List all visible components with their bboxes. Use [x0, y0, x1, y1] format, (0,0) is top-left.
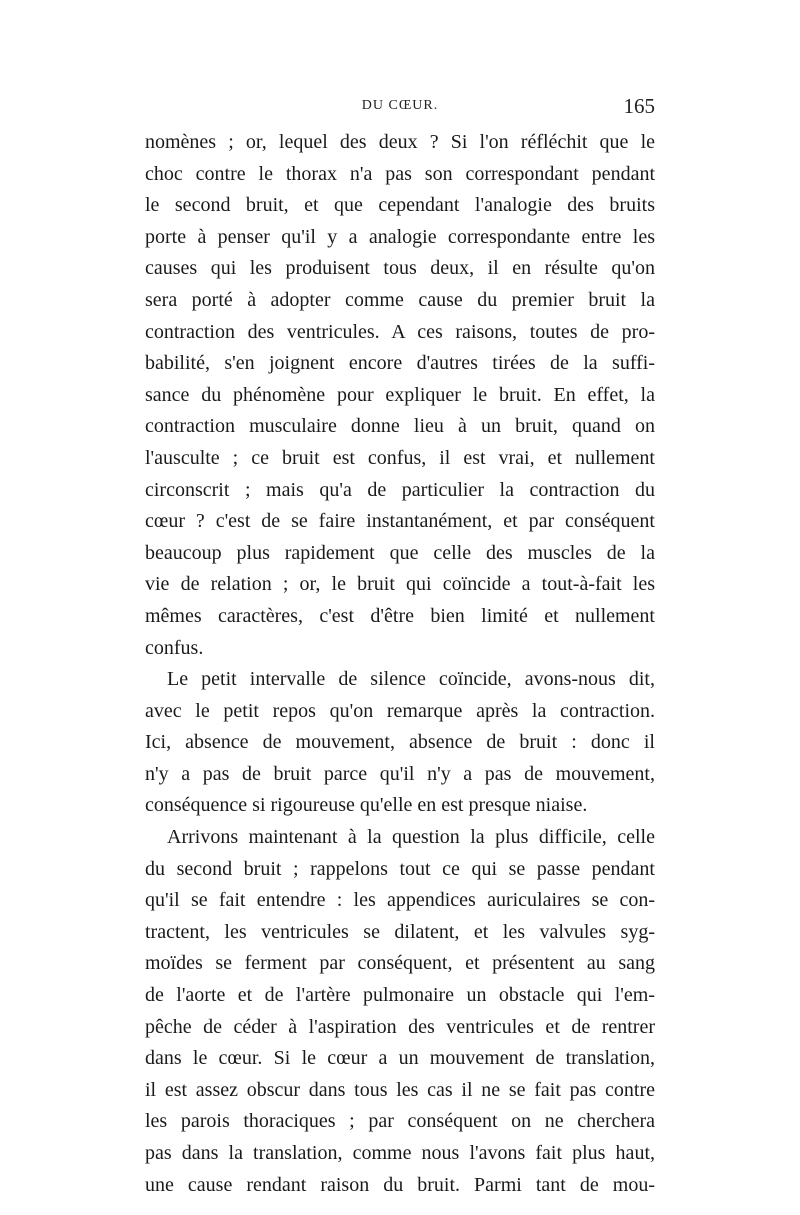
text-line: moïdes se ferment par conséquent, et présentent au sang [145, 952, 655, 975]
text-line: sance du phénomène pour expliquer le bruit. En effet, la [145, 383, 655, 406]
text-line: babilité, s'en joignent encore d'autres tirées de la suffi- [145, 352, 655, 375]
text-line: mêmes caractères, c'est d'être bien limité et nullement [145, 604, 655, 627]
body-text [145, 127, 655, 1201]
text-line: porte à penser qu'il y a analogie correspondante entre les [145, 225, 655, 248]
text-line: qu'il se fait entendre : les appendices auriculaires se con- [145, 889, 655, 912]
text-line: vie de relation ; or, le bruit qui coïncide a tout-à-fait les [145, 573, 655, 596]
paragraph-end-line: confus. [145, 636, 204, 659]
running-title: DU CŒUR. [361, 98, 439, 113]
text-line: n'y a pas de bruit parce qu'il n'y a pas de mouvement, [145, 762, 655, 785]
text-line: il est assez obscur dans tous les cas il ne se fait pas contre [145, 1078, 655, 1101]
text-line: contraction des ventricules. A ces raisons, toutes de pro- [145, 320, 655, 343]
text-line: pas dans la translation, comme nous l'avons fait plus haut, [145, 1142, 655, 1164]
text-line: du second bruit ; rappelons tout ce qui se passe pendant [145, 857, 655, 880]
text-line: causes qui les produisent tous deux, il en résulte qu'on [145, 257, 655, 280]
text-line: une cause rendant raison du bruit. Parmi tant de mou- [145, 1173, 655, 1196]
text-line: nomènes ; or, lequel des deux ? Si l'on réfléchit que le [145, 131, 655, 153]
text-line: Ici, absence de mouvement, absence de bruit : donc il [145, 731, 655, 754]
paragraph-first-line: Le petit intervalle de silence coïncide, avons-nous dit, [167, 668, 655, 691]
text-line: beaucoup plus rapidement que celle des muscles de la [145, 541, 655, 564]
text-line: les parois thoraciques ; par conséquent on ne cherchera [145, 1110, 655, 1133]
text-line: tractent, les ventricules se dilatent, et les valvules syg- [145, 920, 655, 943]
text-line: choc contre le thorax n'a pas son correspondant pendant [145, 162, 655, 185]
text-line: pêche de céder à l'aspiration des ventricules et de rentrer [145, 1015, 655, 1038]
paragraph-end-line: conséquence si rigoureuse qu'elle en est presque niaise. [145, 794, 588, 817]
text-line: l'ausculte ; ce bruit est confus, il est vrai, et nullement [145, 446, 655, 469]
text-line: avec le petit repos qu'on remarque après la contraction. [145, 699, 655, 722]
text-line: circonscrit ; mais qu'a de particulier la contraction du [145, 478, 655, 501]
text-line: dans le cœur. Si le cœur a un mouvement de translation, [145, 1047, 655, 1070]
running-head [145, 94, 655, 122]
text-line: le second bruit, et que cependant l'analogie des bruits [145, 194, 655, 217]
text-line: sera porté à adopter comme cause du premier bruit la [145, 288, 655, 311]
text-line: de l'aorte et de l'artère pulmonaire un obstacle qui l'em- [145, 984, 655, 1007]
text-line: cœur ? c'est de se faire instantanément, et par conséquent [145, 510, 655, 533]
paragraph-first-line: Arrivons maintenant à la question la plus difficile, celle [167, 826, 655, 849]
page-number: 165 [623, 94, 655, 118]
text-line: contraction musculaire donne lieu à un bruit, quand on [145, 415, 655, 438]
